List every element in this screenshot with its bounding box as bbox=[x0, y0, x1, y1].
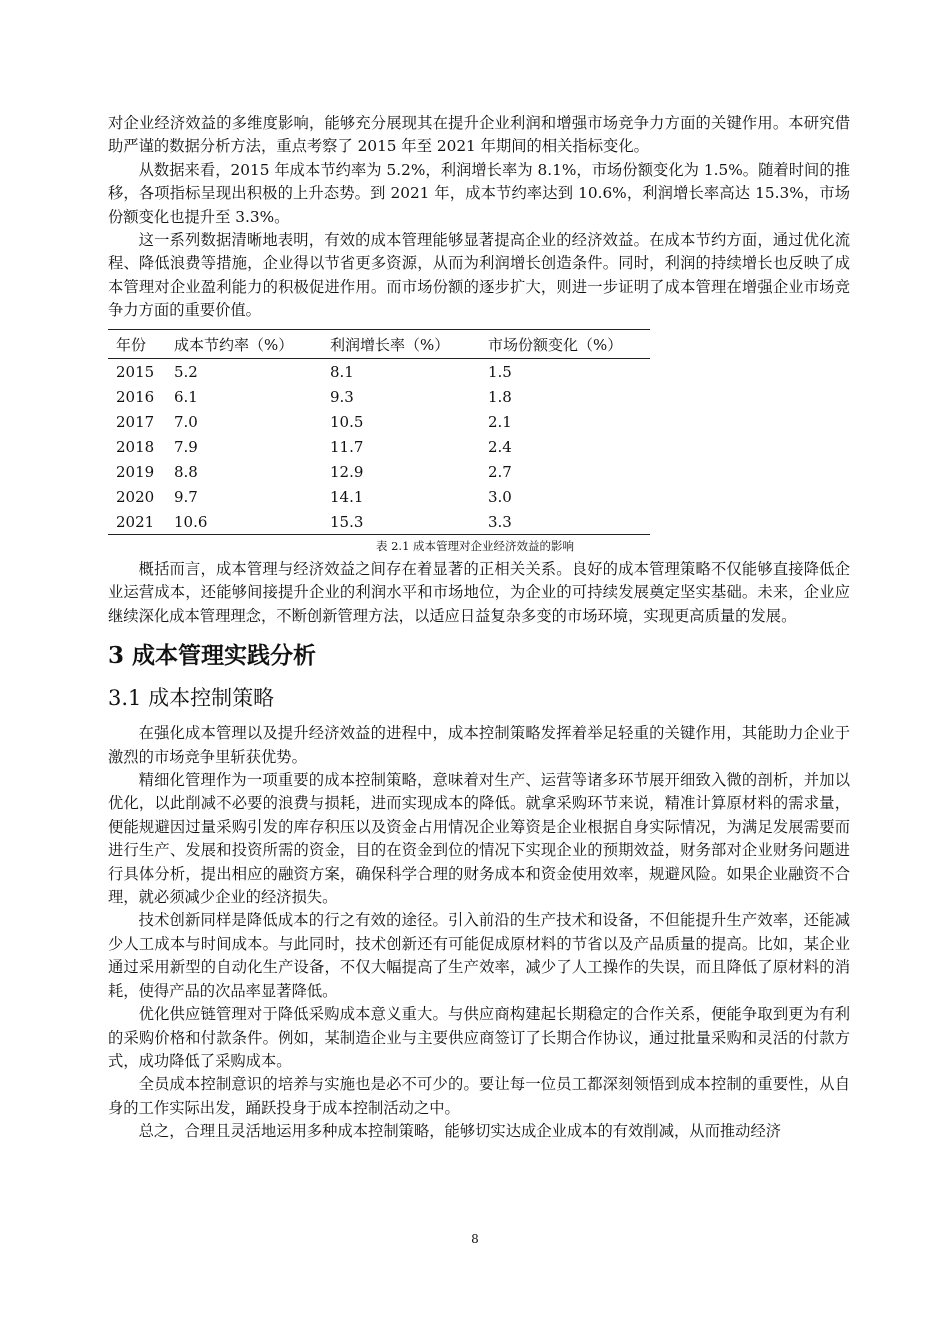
table-cell: 5.2 bbox=[174, 362, 198, 381]
subsection-heading: 3.1 成本控制策略 bbox=[108, 686, 275, 711]
paragraph-refined-management: 精细化管理作为一项重要的成本控制策略，意味着对生产、运营等诸多环节展开细致入微的剖析，并加以优化，以此削减不必要的浪费与损耗，进而实现成本的降低。就拿采购环节来说，精准计算原材料的需求量，便能规避因过量采购引发的库存积压以及资金占用情况企业筹资是企业根据自身实际情况，为满足发展需要而进行生产、发展和投资所需的资金，目的在资金到位的情况下实现企业的预期效益，财务部对企业财务问题进行具体分析，提出相应的融资方案，确保科学合理的财务成本和资金使用效率，规避风险。如果企业融资不合理，就必须减少企业的经济损失。 bbox=[108, 771, 850, 907]
table-header-row bbox=[108, 330, 650, 359]
table-row bbox=[108, 359, 650, 385]
table-cell: 11.7 bbox=[330, 437, 364, 456]
table-row bbox=[108, 484, 650, 509]
table-header-cell: 市场份额变化（%） bbox=[488, 335, 623, 354]
table-header-cell: 利润增长率（%） bbox=[330, 335, 450, 354]
table-row bbox=[108, 459, 650, 484]
paragraph-cost-awareness: 全员成本控制意识的培养与实施也是必不可少的。要让每一位员工都深刻领悟到成本控制的重要性，从自身的工作实际出发，踊跃投身于成本控制活动之中。 bbox=[108, 1075, 850, 1117]
table-row bbox=[108, 434, 650, 459]
table-row bbox=[108, 509, 650, 535]
paragraph-intro: 对企业经济效益的多维度影响，能够充分展现其在提升企业利润和增强市场竞争力方面的关键作用。本研究借助严谨的数据分析方法，重点考察了 2015 年至 2021 年期间的相关指标变化。 bbox=[108, 114, 850, 156]
table-cell: 7.0 bbox=[174, 412, 198, 431]
table-cell: 2016 bbox=[116, 387, 155, 406]
table-cell: 2017 bbox=[116, 412, 155, 431]
paragraph-technical-innovation: 技术创新同样是降低成本的行之有效的途径。引入前沿的生产技术和设备，不但能提升生产效率，还能减少人工成本与时间成本。与此同时，技术创新还有可能促成原材料的节省以及产品质量的提高。比如，某企业通过采用新型的自动化生产设备，不仅大幅提高了生产效率，减少了人工操作的失误，而且降低了原材料的消耗，使得产品的次品率显著降低。 bbox=[108, 911, 850, 1000]
table-and-following-content bbox=[0, 327, 950, 1144]
paragraph-data-interpretation: 这一系列数据清晰地表明，有效的成本管理能够显著提高企业的经济效益。在成本节约方面，通过优化流程、降低浪费等措施，企业得以节省更多资源，从而为利润增长创造条件。同时，利润的持续增长也反映了成本管理对企业盈利能力的积极促进作用。而市场份额的逐步扩大，则进一步证明了成本管理在增强企业市场竞争力方面的重要价值。 bbox=[108, 231, 850, 320]
table-header-cell: 年份 bbox=[116, 335, 147, 354]
table-cell: 1.5 bbox=[488, 362, 512, 381]
table-cell: 15.3 bbox=[330, 512, 364, 531]
table-cell: 1.8 bbox=[488, 387, 512, 406]
table-header-cell: 成本节约率（%） bbox=[174, 335, 294, 354]
paragraph-conclusion: 总之，合理且灵活地运用多种成本控制策略，能够切实达成企业成本的有效削减，从而推动经济 bbox=[138, 1122, 782, 1141]
table-cell: 3.3 bbox=[488, 512, 512, 531]
table-cell: 2015 bbox=[116, 362, 155, 381]
table-cell: 8.8 bbox=[174, 462, 198, 481]
table-cell: 2021 bbox=[116, 512, 155, 531]
table-cell: 10.6 bbox=[174, 512, 208, 531]
document-page bbox=[108, 112, 850, 323]
paragraph-data-overview: 从数据来看，2015 年成本节约率为 5.2%，利润增长率为 8.1%，市场份额变化为 1.5%。随着时间的推移，各项指标呈现出积极的上升态势。到 2021 年，成本节约率达到 10.6%，利润增长率高达 15.3%，市场份额变化也提升至 3.3%。 bbox=[108, 160, 850, 226]
table-row bbox=[108, 409, 650, 434]
body-text-column bbox=[108, 558, 850, 1144]
paragraph-summary: 概括而言，成本管理与经济效益之间存在着显著的正相关关系。良好的成本管理策略不仅能够直接降低企业运营成本，还能够间接提升企业的利润水平和市场地位，为企业的可持续发展奠定坚实基础。未来，企业应继续深化成本管理理念，不断创新管理方法，以适应日益复杂多变的市场环境，实现更高质量的发展。 bbox=[108, 560, 850, 625]
table-cell: 2019 bbox=[116, 462, 155, 481]
table-cell: 8.1 bbox=[330, 362, 354, 381]
page-number: 8 bbox=[471, 1232, 479, 1246]
table-cell: 2020 bbox=[116, 487, 155, 506]
data-table bbox=[108, 329, 650, 535]
table-cell: 2018 bbox=[116, 437, 155, 456]
table-caption: 表 2.1 成本管理对企业经济效益的影响 bbox=[375, 539, 575, 553]
table-cell: 2.7 bbox=[488, 462, 512, 481]
paragraph-supply-chain: 优化供应链管理对于降低采购成本意义重大。与供应商构建起长期稳定的合作关系，便能争取到更为有利的采购价格和付款条件。例如，某制造企业与主要供应商签订了长期合作协议，通过批量采购和灵活的付款方式，成功降低了采购成本。 bbox=[108, 1005, 850, 1070]
section-heading: 3 成本管理实践分析 bbox=[108, 642, 317, 670]
table-cell: 7.9 bbox=[174, 437, 198, 456]
table-cell: 14.1 bbox=[330, 487, 364, 506]
table-row bbox=[108, 384, 650, 409]
table-cell: 9.7 bbox=[174, 487, 198, 506]
table-cell: 3.0 bbox=[488, 487, 512, 506]
table-cell: 2.4 bbox=[488, 437, 512, 456]
table-cell: 10.5 bbox=[330, 412, 364, 431]
paragraph-cost-control-intro: 在强化成本管理以及提升经济效益的进程中，成本控制策略发挥着举足轻重的关键作用，其能助力企业于激烈的市场竞争里斩获优势。 bbox=[108, 724, 850, 766]
table-cell: 9.3 bbox=[330, 387, 354, 406]
table-cell: 6.1 bbox=[174, 387, 198, 406]
table-cell: 2.1 bbox=[488, 412, 512, 431]
table-cell: 12.9 bbox=[330, 462, 364, 481]
